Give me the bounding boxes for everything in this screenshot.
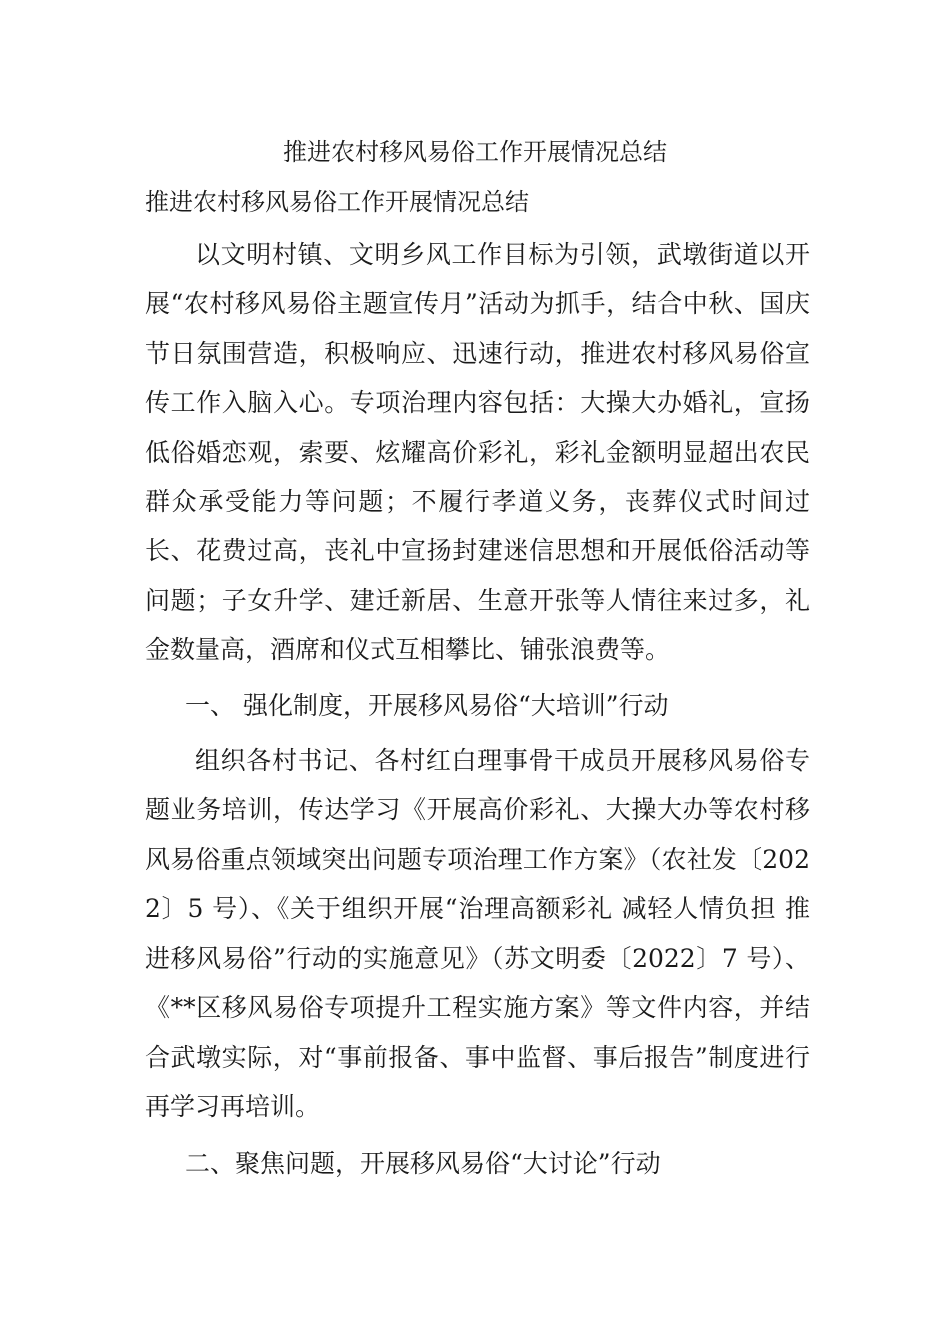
section-1-heading: 一、 强化制度，开展移风易俗“大培训”行动 <box>185 690 669 720</box>
section-1-paragraph: 组织各村书记、各村红白理事骨干成员开展移风易俗专题业务培训，传达学习《开展高价彩礼、大操大办等农村移风易俗重点领域突出问题专项治理工作方案》（农社发〔2022〕5 号）、《关于组织开展“治理高额彩礼 减轻人情负担 推进移风易俗”行动的实施意见》（苏文明委〔2022〕7 号）、《**区移风易俗专项提升工程实施方案》等文件内容，并结合武墩实际，对“事前报备、事中监督、事后报告”制度进行再学习再培训。 <box>145 746 810 1121</box>
document-body <box>145 180 810 1189</box>
document-subtitle: 推进农村移风易俗工作开展情况总结 <box>145 188 529 216</box>
document-title: 推进农村移风易俗工作开展情况总结 <box>283 138 667 166</box>
section-2-heading: 二、聚焦问题，开展移风易俗“大讨论”行动 <box>185 1149 661 1179</box>
intro-paragraph: 以文明村镇、文明乡风工作目标为引领，武墩街道以开展“农村移风易俗主题宣传月”活动为抓手，结合中秋、国庆节日氛围营造，积极响应、迅速行动，推进农村移风易俗宣传工作入脑入心。专项治理内容包括：大操大办婚礼，宣扬低俗婚恋观，索要、炫耀高价彩礼，彩礼金额明显超出农民群众承受能力等问题；不履行孝道义务，丧葬仪式时间过长、花费过高，丧礼中宣扬封建迷信思想和开展低俗活动等问题；子女升学、建迁新居、生意开张等人情往来过多，礼金数量高，酒席和仪式互相攀比、铺张浪费等。 <box>145 240 810 665</box>
